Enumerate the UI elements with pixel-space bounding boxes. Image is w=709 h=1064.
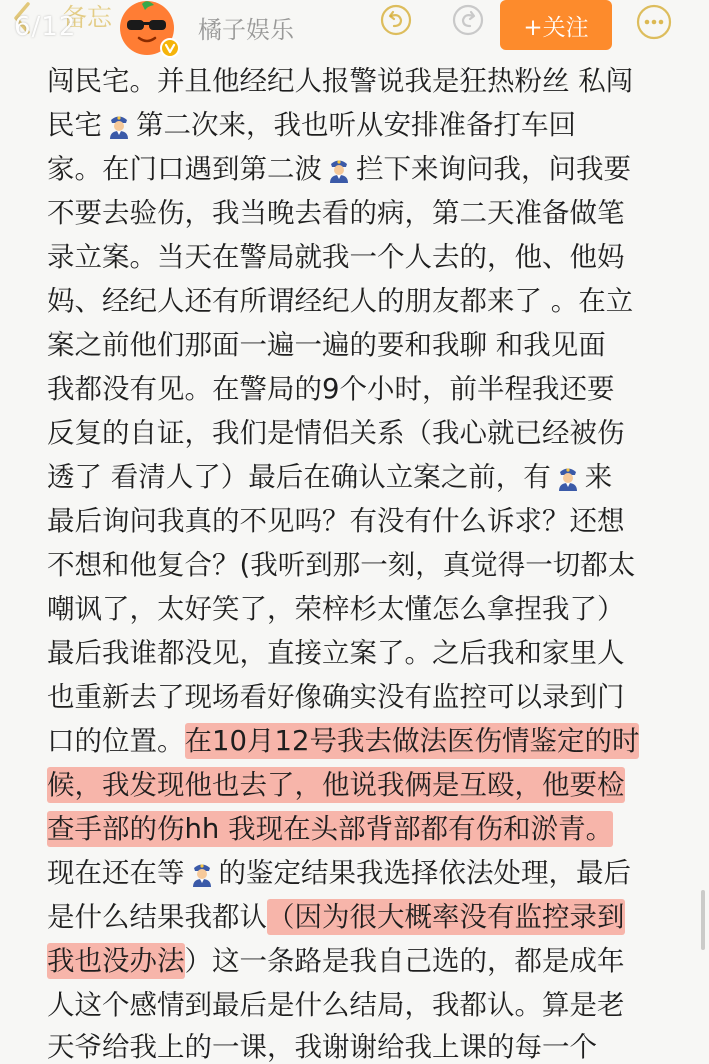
text-line: 最后我谁都没见，直接立案了。之后我和家里人	[47, 637, 625, 669]
redo-icon[interactable]	[452, 4, 484, 36]
post-header	[0, 0, 709, 60]
text-line: 不要去验伤，我当晚去看的病，第二天准备做笔	[47, 197, 625, 229]
follow-button[interactable]: +关注	[500, 0, 612, 50]
text-line: 现在还在等 的鉴定结果我选择依法处理，最后	[47, 857, 631, 889]
text-line: 不想和他复合？(我听到那一刻，真觉得一切都太	[47, 549, 636, 581]
police-officer-icon	[553, 461, 583, 491]
text-line: 天爷给我上的一课，我谢谢给我上课的每一个	[47, 1031, 597, 1063]
avatar[interactable]	[118, 0, 176, 56]
police-officer-icon	[104, 109, 134, 139]
text-line: 我都没有见。在警局的9个小时，前半程我还要	[47, 373, 615, 405]
text-line: 是什么结果我都认（因为很大概率没有监控录到	[47, 901, 625, 933]
text-line: 录立案。当天在警局就我一个人去的，他、他妈	[47, 241, 625, 273]
highlighted-text: 我也没办法	[47, 945, 185, 977]
highlighted-text: 查手部的伤hh 我现在头部背部都有伤和淤青。	[47, 813, 614, 845]
text-line: 闯民宅。并且他经纪人报警说我是狂热粉丝 私闯	[47, 65, 634, 97]
text-line: 最后询问我真的不见吗？有没有什么诉求？还想	[47, 505, 625, 537]
undo-icon[interactable]	[380, 4, 412, 36]
text-line	[47, 762, 625, 802]
text-line: 反复的自证，我们是情侣关系（我心就已经被伤	[47, 417, 625, 449]
page-counter: 6/12	[14, 12, 77, 42]
back-label: 备忘	[62, 3, 113, 32]
text-line: 家。在门口遇到第二波 拦下来询问我，问我要	[47, 153, 631, 185]
text-line: 透了 看清人了）最后在确认立案之前，有 来	[47, 461, 613, 493]
verified-badge-icon	[160, 38, 180, 58]
text-line: 人这个感情到最后是什么结局，我都认。算是老	[47, 989, 625, 1021]
more-icon[interactable]	[636, 4, 672, 40]
text-line: 也重新去了现场看好像确实没有监控可以录到门	[47, 681, 625, 713]
text-line: 嘲讽了，太好笑了，荣梓杉太懂怎么拿捏我了）	[47, 593, 625, 625]
highlighted-text: 候，我发现他也去了，他说我俩是互殴，他要检	[47, 769, 625, 801]
text-line: 妈、经纪人还有所谓经纪人的朋友都来了 。在立	[47, 285, 634, 317]
text-line: 我也没办法）这一条路是我自己选的，都是成年	[47, 945, 625, 977]
author-name[interactable]: 橘子娱乐	[198, 16, 294, 44]
police-officer-icon	[187, 857, 217, 887]
text-line: 案之前他们那面一遍一遍的要和我聊 和我见面	[47, 329, 606, 361]
police-officer-icon	[324, 153, 354, 183]
text-line: 口的位置。在10月12号我去做法医伤情鉴定的时	[47, 725, 640, 757]
text-line	[47, 806, 613, 846]
highlighted-text: 在10月12号我去做法医伤情鉴定的时	[184, 725, 640, 757]
scrollbar[interactable]	[701, 890, 705, 950]
highlighted-text: （因为很大概率没有监控录到	[267, 901, 625, 933]
text-line: 民宅 第二次来，我也听从安排准备打车回	[47, 109, 576, 141]
